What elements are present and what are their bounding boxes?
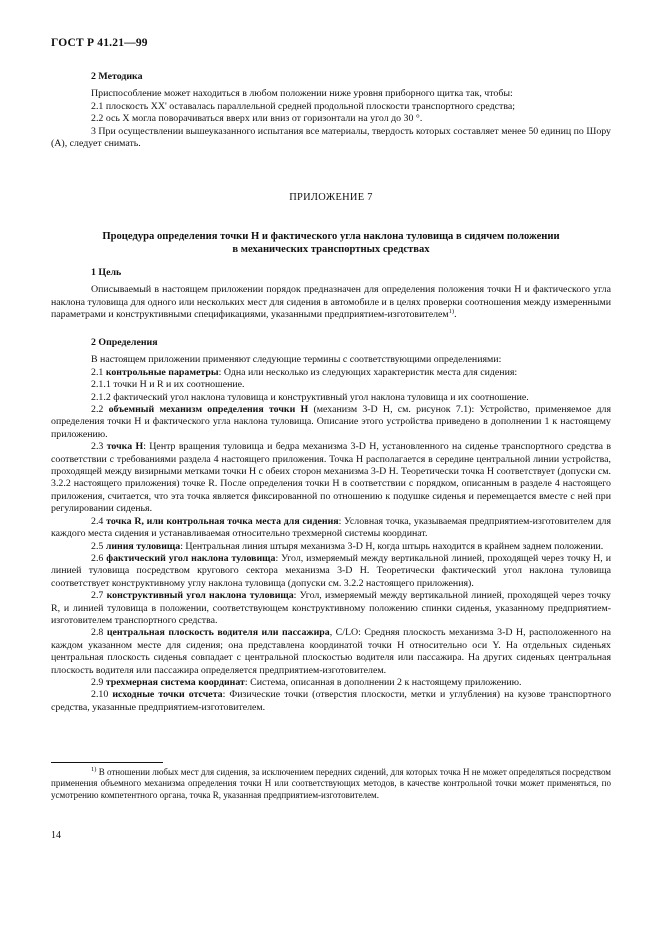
definition: 2.7 конструктивный угол наклона туловища: Угол, измеряемый между вертикальной линией, проходящей через точку R, и линией туловища в положении, соответствующем конструктивному положению спинки сиденья, указанному предприятием-изготовителем транспортного средства.	[51, 590, 611, 626]
definition-term: контрольные параметры	[105, 366, 219, 378]
standard-header: ГОСТ Р 41.21—99	[51, 37, 148, 49]
definition-term: трехмерная система координат	[105, 676, 245, 688]
definition: 2.5 линия туловища: Центральная линия штыря механизма 3-D H, когда штырь находится в крайнем заднем положении.	[91, 540, 604, 552]
definition: 2.6 фактический угол наклона туловища: Угол, измеряемый между вертикальной линией, проходящей через точку H, и линией туловища посредством кругового сектора механизма 3-D H. Теоретически фактический угол наклона туловища соответствует конструктивному углу наклона туловища (допуски см. 3.2.2 настоящего приложения).	[51, 552, 611, 589]
footnote-mark: 1)	[91, 766, 97, 773]
footnote	[51, 767, 611, 801]
section-paragraph: Описываемый в настоящем приложении порядок предназначен для определения положения точки H и фактического угла наклона туловища для одного или нескольких мест для сидения в автомобиле и в целях проверки соотношения между измеренными параметрами и конструктивными спецификациями, указанными предприятием-изготовителем$^{1)}$.	[51, 284, 611, 321]
method-paragraph: 3 При осуществлении вышеуказанного испытания все материалы, твердость которых составляет менее 50 единиц по Шору (А), следует снимать.	[51, 125, 611, 150]
definition: 2.1.2 фактический угол наклона туловища и конструктивный угол наклона туловища и их соотношение.	[91, 391, 529, 403]
section-heading: 1 Цель	[91, 267, 122, 278]
definition: 2.1 контрольные параметры: Одна или несколько из следующих характеристик места для сидения:	[91, 366, 518, 378]
method-heading: 2 Методика	[91, 71, 143, 82]
definition-term: исходные точки отсчета	[112, 689, 223, 701]
definition-term: линия туловища	[105, 540, 181, 552]
definition: 2.9 трехмерная система координат: Система, описанная в дополнении 2 к настоящему приложению.	[91, 676, 522, 688]
definition-term: объемный механизм определения точки H	[108, 404, 309, 416]
definition: 2.8 центральная плоскость водителя или пассажира, C/LO: Средняя плоскость механизма 3-D H, расположенного на каждом указанном месте для сидения; она представлена координатой точки H относительно оси Y. На отдельных сиденьях центральная плоскость сиденья совпадает с центральной плоскостью водителя или пассажира. На других сиденьях центральная плоскость водителя или пассажира определяется предприятием-изготовителем.	[51, 627, 611, 676]
definition-term: фактический угол наклона туловища	[106, 552, 276, 564]
appendix-block	[51, 192, 611, 256]
section-heading: 2 Определения	[91, 337, 158, 348]
definition: 2.1.1 точки H и R и их соотношение.	[91, 379, 245, 391]
definition: 2.10 исходные точки отсчета: Физические точки (отверстия плоскости, метки и углубления) на кузове транспортного средства, указанные предприятием-изготовителем.	[51, 689, 612, 713]
definition: 2.2 объемный механизм определения точки H (механизм 3-D H, см. рисунок 7.1): Устройство, применяемое для определения точки H и фактического угла наклона туловища. Описание этого устройства приведено в дополнении 1 к настоящему приложению.	[51, 404, 612, 440]
definition: 2.4 точка R, или контрольная точка места для сидения: Условная точка, указываемая предприятием-изготовителем для каждого места сидения и устанавливаемая относительно трехмерной системы координат.	[51, 515, 611, 540]
method-paragraph: 2.1 плоскость XX' оставалась параллельной средней продольной плоскости транспортного средства;	[91, 100, 516, 112]
section-goal	[51, 267, 611, 322]
section-paragraph: В настоящем приложении применяют следующие термины с соответствующими определениями:	[91, 354, 502, 366]
paragraph-text: Описываемый в настоящем приложении порядок предназначен для определения положения точки H и фактического угла наклона туловища для одного или нескольких мест для сидения в автомобиле и в целях проверки соотношения между измеренными параметрами и конструктивными спецификациями, указанными предприятием-изготовителем	[51, 284, 611, 321]
page-number: 14	[51, 830, 61, 841]
appendix-title: Процедура определения точки H и фактического угла наклона туловища в сидячем положении	[102, 231, 560, 243]
appendix-label: ПРИЛОЖЕНИЕ 7	[289, 192, 373, 203]
definition: 2.3 точка H: Центр вращения туловища и бедра механизма 3-D H, установленного на сиденье транспортного средства в соответствии с требованиями раздела 4 настоящего приложения. Точка H располагается в середине центральной линии устройства, проходящей между визирными метками точки H с обеих сторон механизма 3-D H. Теоретически точка H соответствует (допуски см. 3.2.2 настоящего приложения) точке R. После определения точки H в соответствии с порядком, описанным в разделе 4 настоящего приложения, считается, что эта точка является фиксированной по отношению к подушке сиденья и перемещается вместе с ней при регулировании сиденья.	[51, 441, 611, 515]
section-definitions	[51, 337, 611, 714]
method-section	[51, 71, 611, 150]
definition-term: точка R, или контрольная точка места для сидения	[106, 515, 339, 527]
method-paragraph: 2.2 ось X могла поворачиваться вверх или вниз от горизонтали на угол до 30 °.	[91, 113, 423, 125]
definition-term: точка H	[106, 441, 144, 453]
definition-term: центральная плоскость водителя или пассажира	[106, 627, 330, 639]
footnote-divider	[51, 762, 163, 763]
footnote-text: $^{1)}$ В отношении любых мест для сидения, за исключением передних сидений, для которых точка H не может определяться посредством применения объемного механизма определения точки H или соответствующих методов, в качестве контрольной точки может применяться, по усмотрению компетентного органа, точка R, указанная предприятием-изготовителем.	[51, 766, 611, 800]
method-paragraph: Приспособление может находиться в любом положении ниже уровня приборного щитка так, чтобы:	[91, 88, 513, 100]
definition-term: конструктивный угол наклона туловища	[106, 590, 294, 602]
appendix-title: в механических транспортных средствах	[232, 244, 430, 256]
footnote-ref: 1)	[448, 308, 455, 316]
